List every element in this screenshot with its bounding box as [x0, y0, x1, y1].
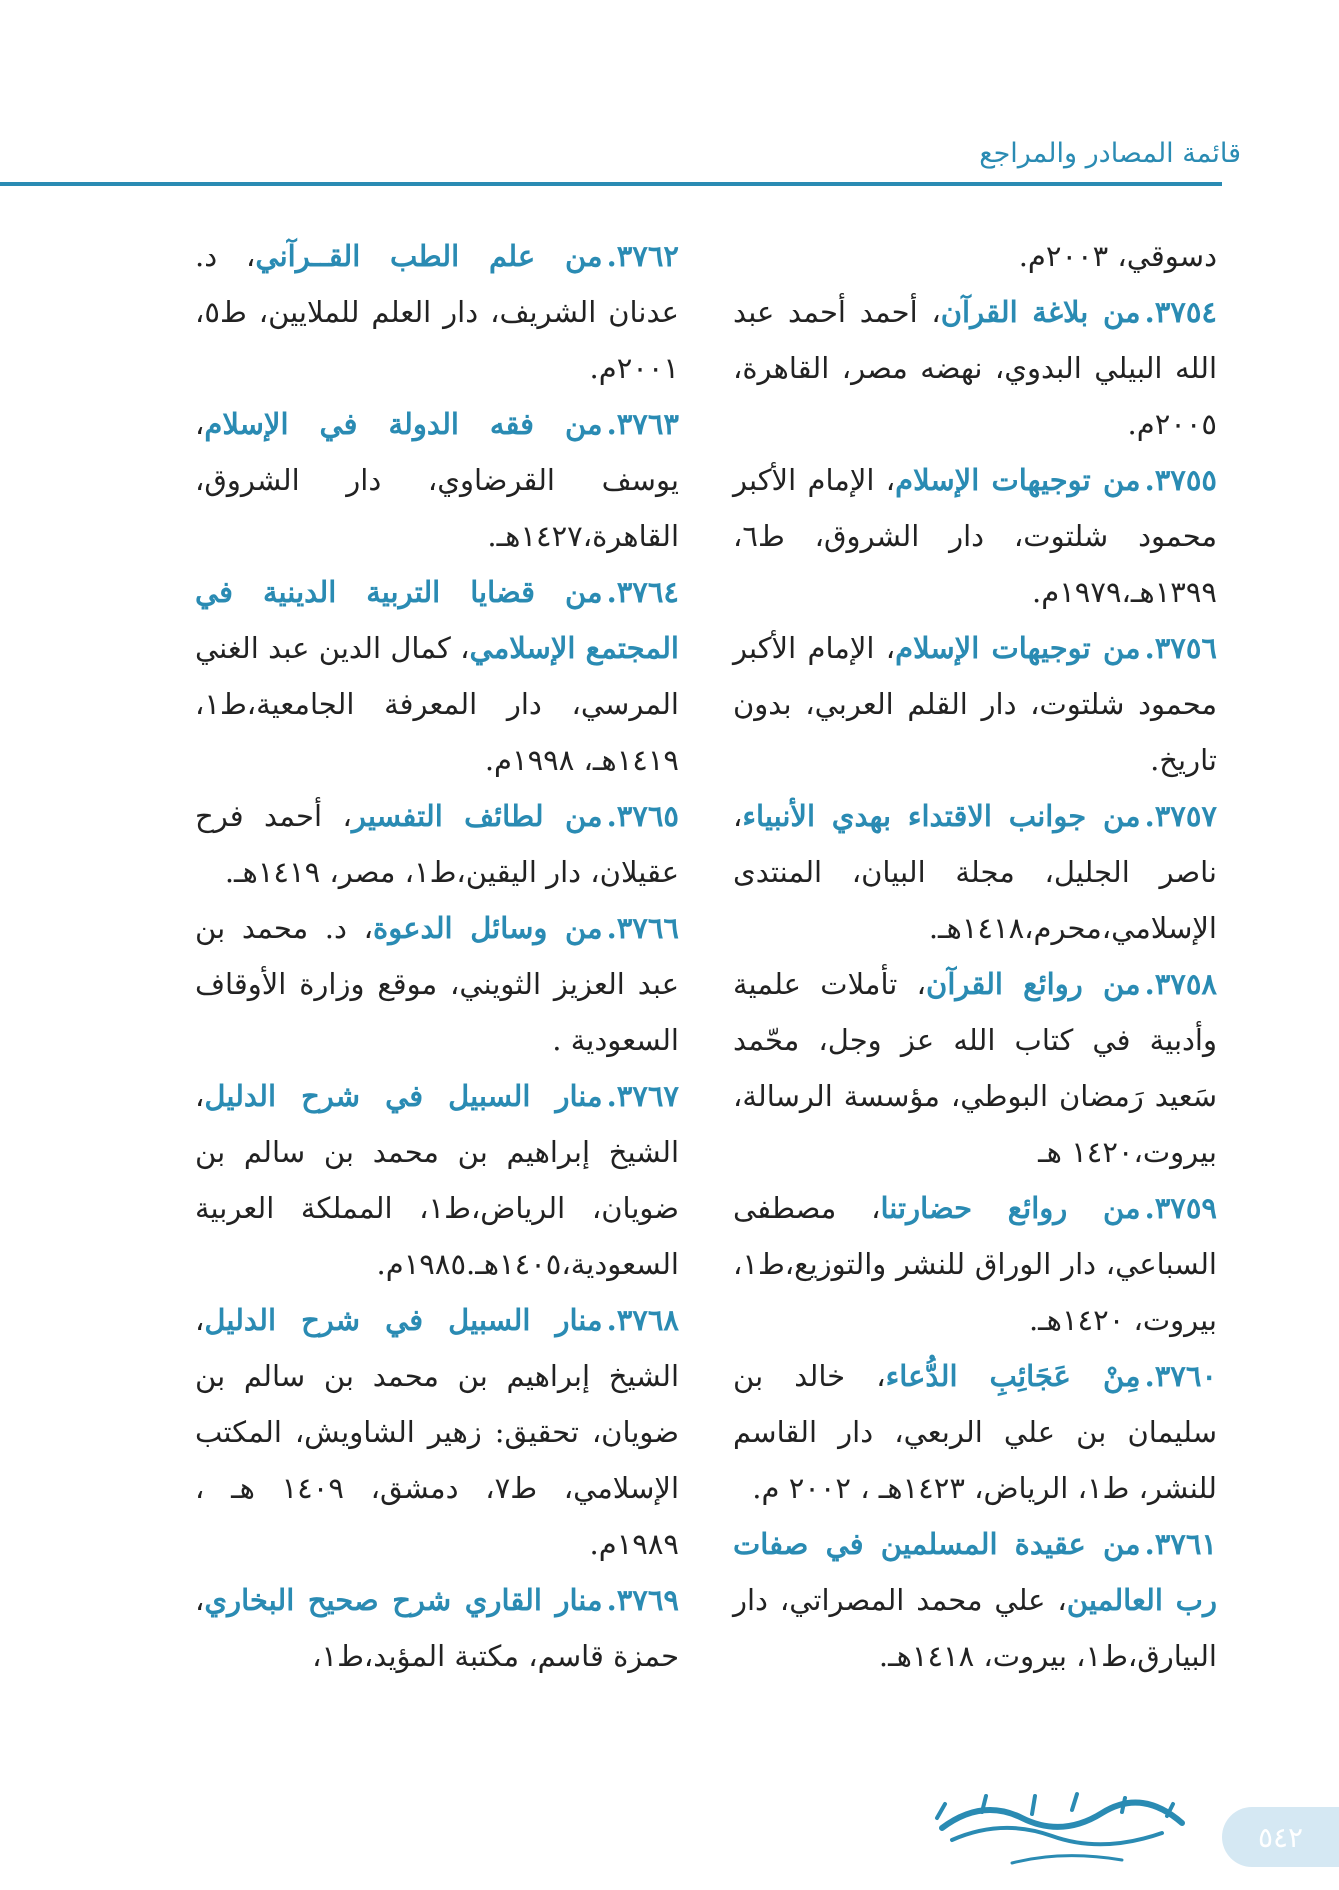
- left-column: [195, 228, 679, 1684]
- bibliography-entry-3763: [195, 396, 679, 564]
- entry-number: ٣٧٥٧.: [1144, 799, 1217, 833]
- entry-number: ٣٧٦٤.: [606, 575, 679, 609]
- entry-body: ، أحمد أحمد عبد الله البيلي البدوي، نهضه مصر، القاهرة، ٢٠٠٥م.: [733, 295, 1217, 441]
- entry-title: من روائع حضارتنا: [880, 1191, 1141, 1225]
- bibliography-entry-3756: [733, 620, 1217, 788]
- entry-number: ٣٧٦٩.: [606, 1583, 679, 1617]
- entry-number: ٣٧٦٢.: [606, 239, 679, 273]
- entry-body: ، خالد بن سليمان بن علي الربعي، دار القاسم للنشر، ط١، الرياض، ١٤٢٣هـ ، ٢٠٠٢ م.: [733, 1359, 1217, 1505]
- entry-number: ٣٧٦١.: [1144, 1527, 1217, 1561]
- entry-body: ، د. محمد بن عبد العزيز الثويني، موقع وزارة الأوقاف السعودية .: [195, 911, 679, 1057]
- entry-body: ، كمال الدين عبد الغني المرسي، دار المعرفة الجامعية،ط١، ١٤١٩هـ، ١٩٩٨م.: [195, 631, 679, 777]
- entry-title: من بلاغة القرآن: [940, 295, 1141, 329]
- entry-title: منار القاري شرح صحيح البخاري: [204, 1583, 603, 1617]
- entry-number: ٣٧٥٦.: [1144, 631, 1217, 665]
- entry-title: من توجيهات الإسلام: [895, 463, 1141, 497]
- running-header: قائمة المصادر والمراجع: [979, 138, 1241, 169]
- entry-title: منار السبيل في شرح الدليل: [204, 1303, 603, 1337]
- entry-number: ٣٧٥٨.: [1144, 967, 1217, 1001]
- entry-body: ، الشيخ إبراهيم بن محمد بن سالم بن ضويان، تحقيق: زهير الشاويش، المكتب الإسلامي، ط٧، دمشق، ١٤٠٩ هـ ، ١٩٨٩م.: [195, 1303, 679, 1561]
- entry-title: من لطائف التفسير: [351, 799, 603, 833]
- page-number: ٥٤٢: [1257, 1820, 1304, 1854]
- bibliography-entry-3765: [195, 788, 679, 900]
- right-column: [733, 228, 1217, 1684]
- entry-number: ٣٧٦٥.: [606, 799, 679, 833]
- bibliography-entry-3761: [733, 1516, 1217, 1684]
- bibliography-entry-3768: [195, 1292, 679, 1572]
- entry-number: ٣٧٦٧.: [606, 1079, 679, 1113]
- bibliography-entry-3769: [195, 1572, 679, 1684]
- header-divider: [0, 182, 1222, 186]
- bibliography-entry-3759: [733, 1180, 1217, 1348]
- entry-body: ، الإمام الأكبر محمود شلتوت، دار الشروق، ط٦، ١٣٩٩هـ،١٩٧٩م.: [733, 463, 1217, 609]
- entry-number: ٣٧٦٣.: [606, 407, 679, 441]
- entry-number: ٣٧٥٩.: [1144, 1191, 1217, 1225]
- entry-title: منار السبيل في شرح الدليل: [204, 1079, 603, 1113]
- entry-title: من توجيهات الإسلام: [895, 631, 1141, 665]
- entry-body: ، الشيخ إبراهيم بن محمد بن سالم بن ضويان، الرياض،ط١، المملكة العربية السعودية،١٤٠٥هـ.١٩٨٥م.: [195, 1079, 680, 1281]
- entry-body: ، مصطفى السباعي، دار الوراق للنشر والتوزيع،ط١، بيروت، ١٤٢٠هـ.: [733, 1191, 1217, 1337]
- entry-title: من قضايا التربية الدينية في المجتمع الإسلامي: [195, 575, 679, 665]
- bibliography-entry-3767: [195, 1068, 679, 1292]
- entry-body: ، ناصر الجليل، مجلة البيان، المنتدى الإسلامي،محرم،١٤١٨هـ.: [733, 799, 1217, 945]
- bibliography-entry-3757: [733, 788, 1217, 956]
- entry-number: ٣٧٥٥.: [1144, 463, 1217, 497]
- entry-title: من وسائل الدعوة: [373, 911, 603, 945]
- bibliography-entry-3755: [733, 452, 1217, 620]
- continued-entry: دسوقي، ٢٠٠٣م.: [1018, 239, 1217, 273]
- entry-body: ، أحمد فرح عقيلان، دار اليقين،ط١، مصر، ١٤١٩هـ.: [195, 799, 679, 889]
- entry-number: ٣٧٦٦.: [606, 911, 679, 945]
- entry-title: مِنْ عَجَائِبِ الدُّعاء: [885, 1359, 1141, 1393]
- bibliography-entry-3754: [733, 284, 1217, 452]
- entry-body: ، حمزة قاسم، مكتبة المؤيد،ط١،: [195, 1583, 679, 1673]
- entry-number: ٣٧٥٤.: [1144, 295, 1217, 329]
- bibliography-entry-3760: [733, 1348, 1217, 1516]
- entry-number: ٣٧٦٨.: [606, 1303, 679, 1337]
- entry-title: من روائع القرآن: [926, 967, 1141, 1001]
- entry-number: ٣٧٦٠.: [1144, 1359, 1217, 1393]
- bibliography-entry-3764: [195, 564, 679, 788]
- entry-body: ، د. عدنان الشريف، دار العلم للملايين، ط٥، ٢٠٠١م.: [195, 239, 679, 385]
- entry-title: من فقه الدولة في الإسلام: [204, 407, 603, 441]
- entry-title: من عقيدة المسلمين في صفات رب العالمين: [733, 1527, 1217, 1617]
- entry-body: ، علي محمد المصراتي، دار البيارق،ط١، بيروت، ١٤١٨هـ.: [733, 1583, 1217, 1673]
- entry-body: ، الإمام الأكبر محمود شلتوت، دار القلم العربي، بدون تاريخ.: [733, 631, 1217, 777]
- bibliography-entry-3762: [195, 228, 679, 396]
- entry-title: من علم الطب القــرآني: [255, 239, 603, 273]
- bibliography-entry-3758: [733, 956, 1217, 1180]
- page-number-badge: [1222, 1807, 1339, 1867]
- entry-body: ، تأملات علمية وأدبية في كتاب الله عز وجل، محّمد سَعيد رَمضان البوطي، مؤسسة الرسالة، بيروت،١٤٢٠ هـ: [733, 967, 1217, 1169]
- encyclopedia-logo: [922, 1788, 1202, 1883]
- entry-title: من جوانب الاقتداء بهدي الأنبياء: [742, 799, 1141, 833]
- entry-body: ، يوسف القرضاوي، دار الشروق، القاهرة،١٤٢٧هـ.: [195, 407, 679, 553]
- bibliography-entry-3766: [195, 900, 679, 1068]
